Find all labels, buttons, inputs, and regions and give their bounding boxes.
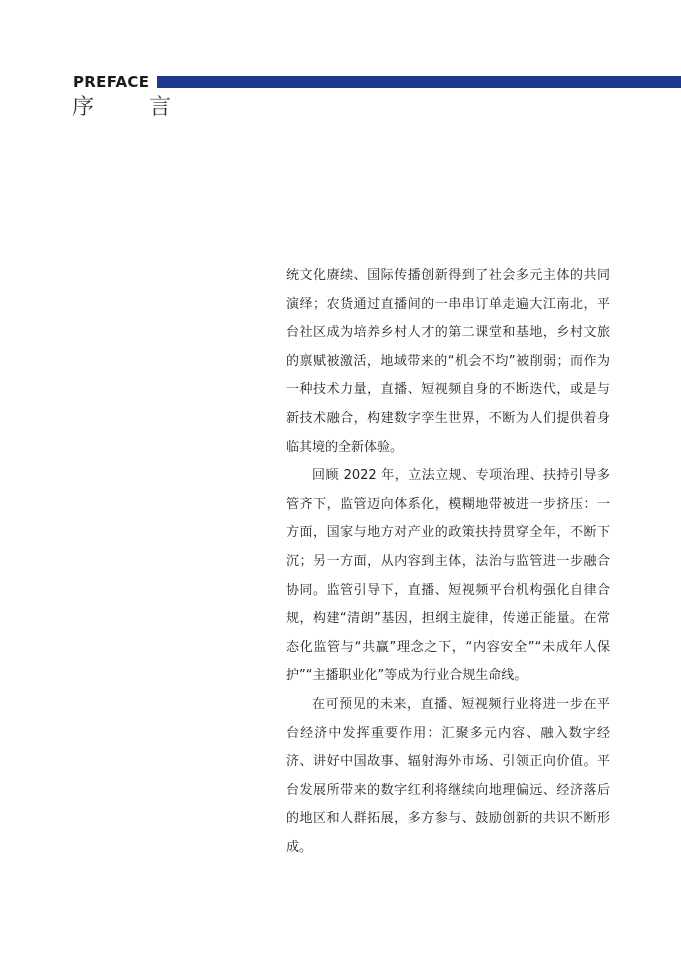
section-label: PREFACE: [73, 73, 150, 91]
page-title: 序 言: [72, 95, 195, 120]
paragraph: 在可预见的未来，直播、短视频行业将进一步在平台经济中发挥重要作用：汇聚多元内容、融入数字经济、讲好中国故事、辐射海外市场、引领正向价值。平台发展所带来的数字红利将继续向地理偏远、经济落后的地区和人群拓展，多方参与、鼓励创新的共识不断形成。: [286, 696, 610, 855]
header-accent-bar: [157, 76, 681, 88]
body-text: [286, 262, 610, 862]
paragraph: 统文化赓续、国际传播创新得到了社会多元主体的共同演绎；农货通过直播间的一串串订单走遍大江南北，平台社区成为培养乡村人才的第二课堂和基地，乡村文旅的禀赋被激活，地域带来的“机会不均”被削弱；而作为一种技术力量，直播、短视频自身的不断迭代，或是与新技术融合，构建数字孪生世界，不断为人们提供着身临其境的全新体验。: [286, 268, 610, 455]
paragraph: 回顾 2022 年，立法立规、专项治理、扶持引导多管齐下，监管迈向体系化，模糊地带被进一步挤压：一方面，国家与地方对产业的政策扶持贯穿全年，不断下沉；另一方面，从内容到主体，法治与监管进一步融合协同。监管引导下，直播、短视频平台机构强化自律合规，构建“清朗”基因，担纲主旋律，传递正能量。在常态化监管与“共赢”理念之下，“内容安全”“未成年人保护”“主播职业化”等成为行业合规生命线。: [286, 468, 610, 684]
